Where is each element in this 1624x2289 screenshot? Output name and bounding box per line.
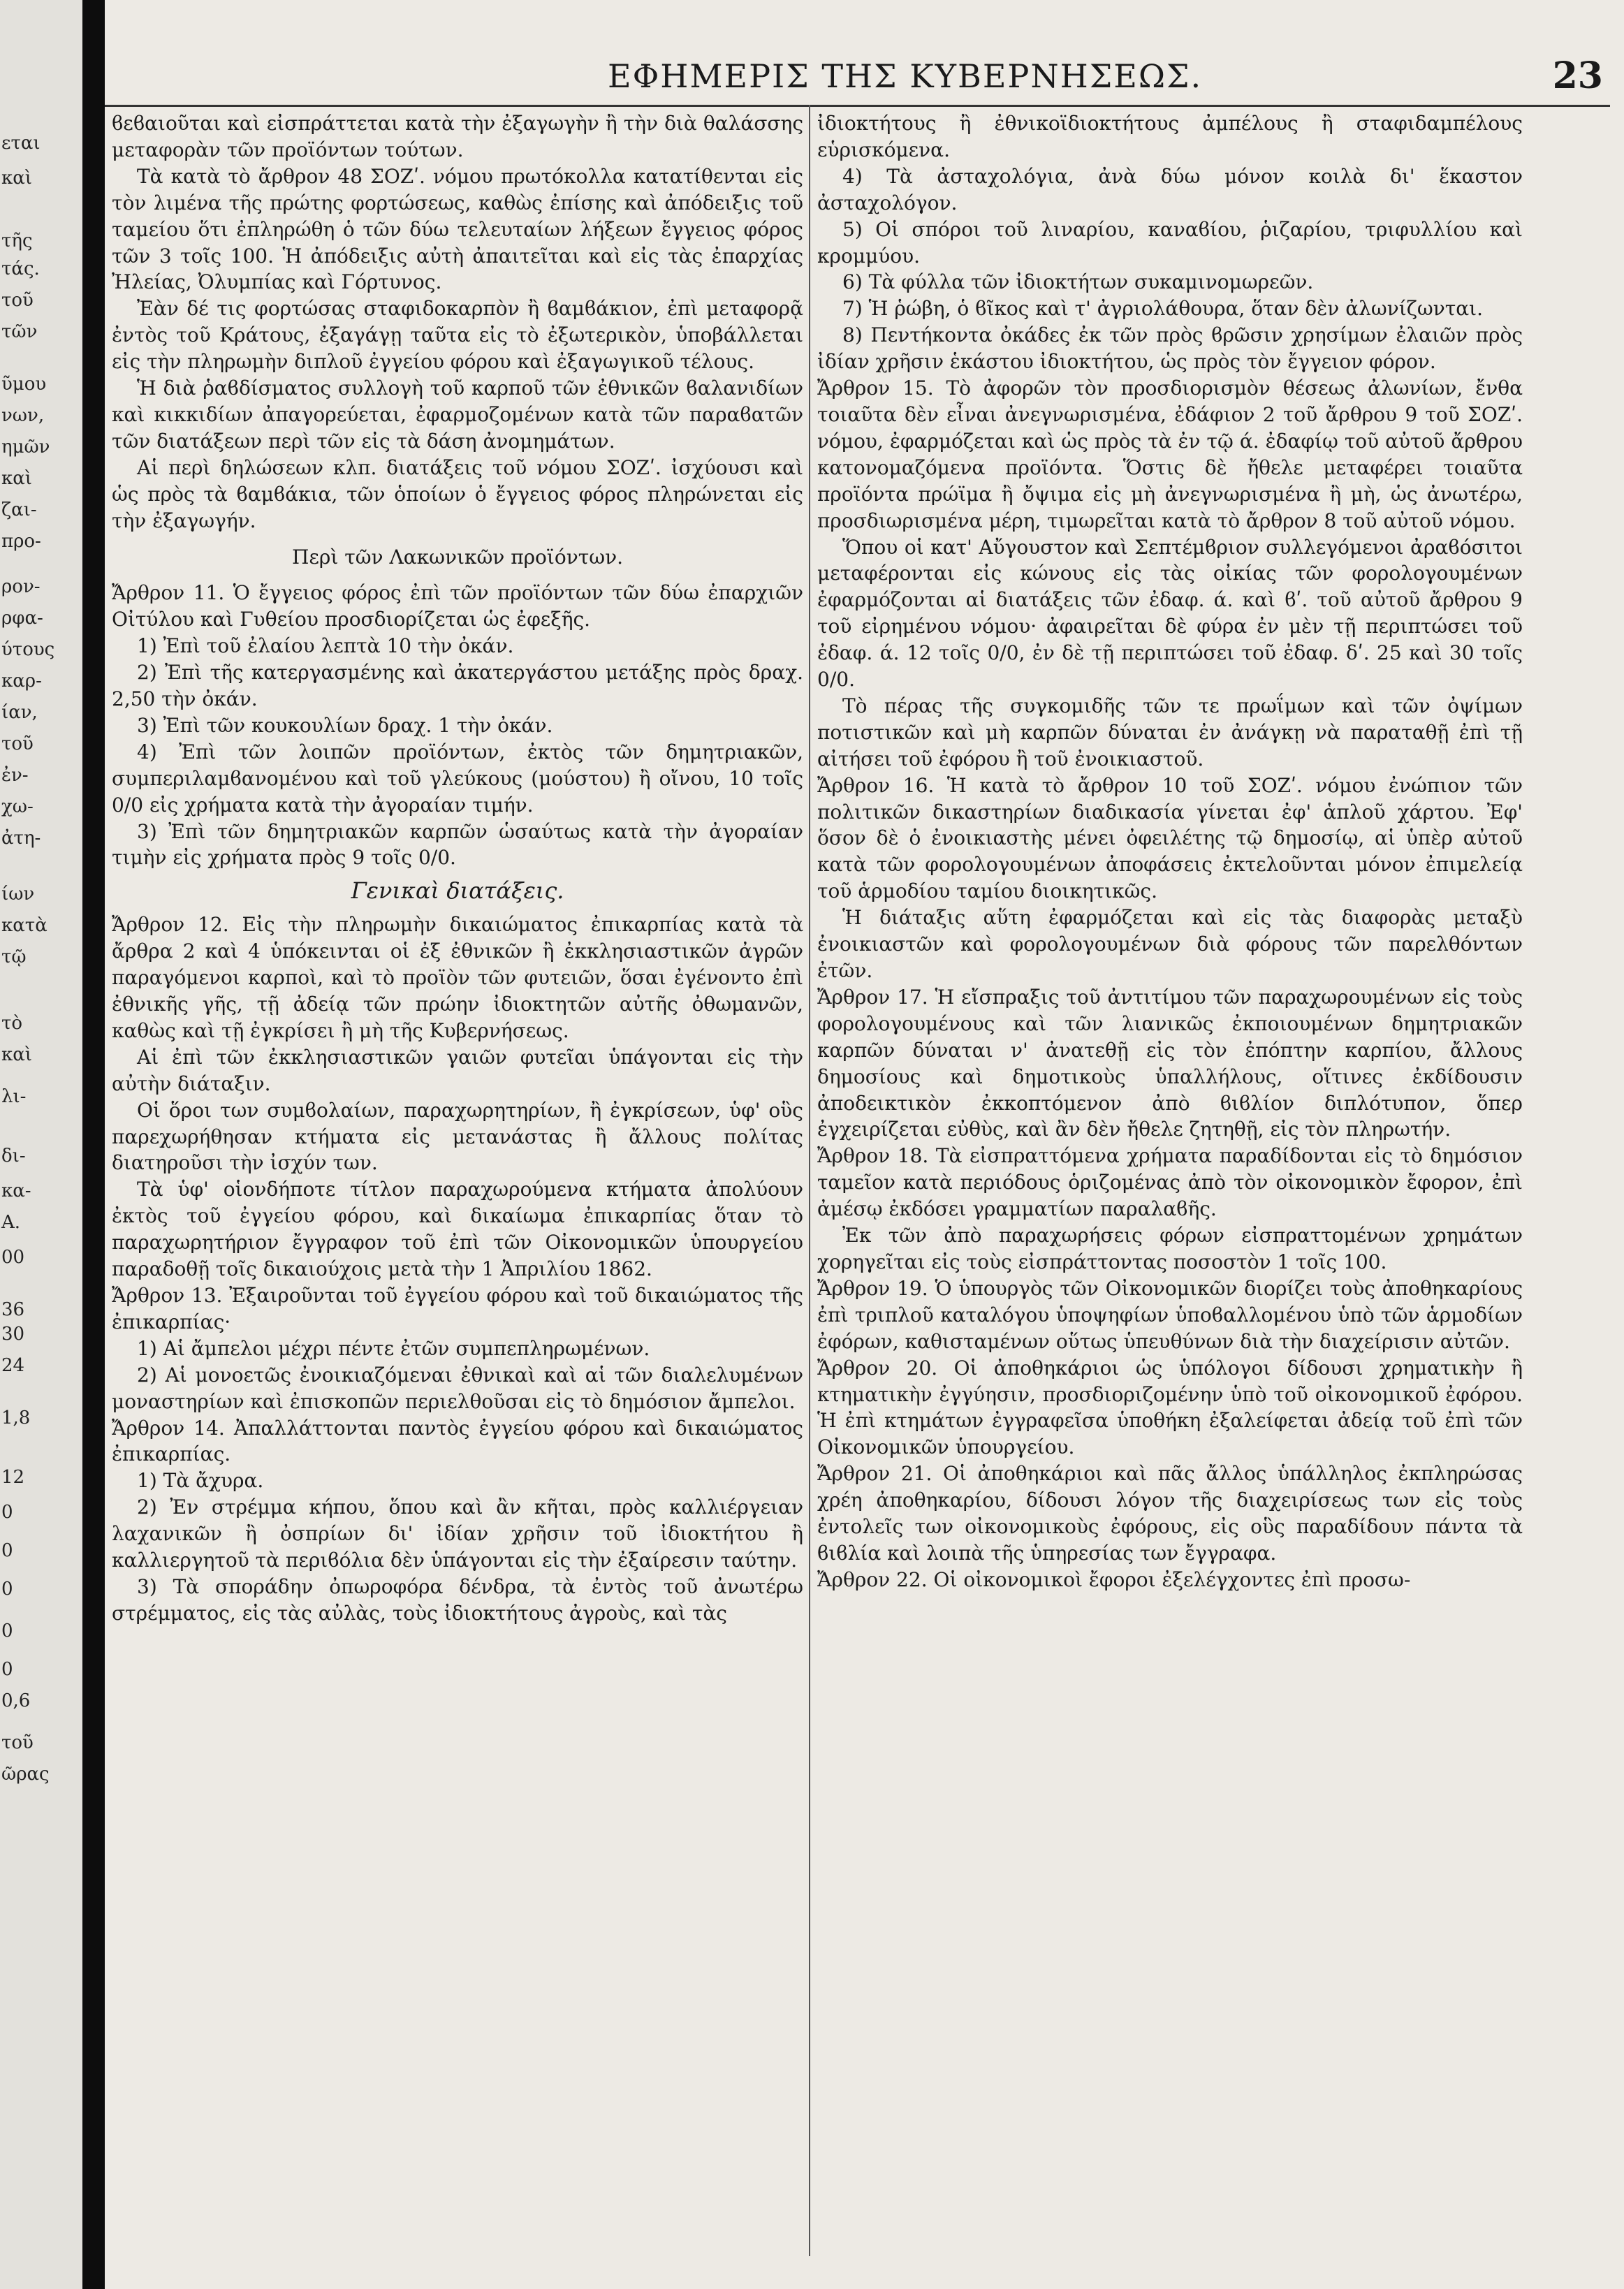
edge-fragment: ῶρας [1,1764,50,1785]
paragraph: Ἄρθρον 12. Εἰς τὴν πληρωμὴν δικαιώματος ἐπικαρπίας κατὰ τὰ ἄρθρα 2 καὶ 4 ὑπόκεινται οἱ ἐξ ἐθνικῶν ἢ ἐκκλησιαστικῶν ἀγρῶν παραγόμενοι καρποὶ, καὶ τὸ προϊὸν τῶν φυτειῶν, ὅσαι ἐγένοντο ἐπὶ ἐθνικῆς γῆς, τῇ ἀδείᾳ τῶν πρώην ἰδιοκτητῶν αὐτῆς ὀθωμανῶν, καθὼς καὶ τῇ ἐγκρίσει ἢ μὴ τῆς Κυβερνήσεως. [112,913,803,1042]
edge-fragment: 0 [1,1659,13,1680]
paragraph: 4) Τὰ ἀσταχολόγια, ἀνὰ δύω μόνον κοιλὰ δι' ἕκαστον ἀσταχολόγον. [817,164,1523,214]
edge-fragment: ίαν, [1,702,38,723]
column-divider [809,105,810,2256]
header-rule [105,105,1610,107]
edge-fragment: τοῦ [1,1732,34,1753]
edge-fragment: κα- [1,1180,31,1201]
edge-fragment: χω- [1,796,34,817]
edge-fragment: λι- [1,1086,27,1107]
edge-fragment: τοῦ [1,733,34,754]
paragraph: Ἄρθρον 18. Τὰ εἰσπραττόμενα χρήματα παραδίδονται εἰς τὸ δημόσιον ταμεῖον κατὰ περιόδους ὁριζομένας ἀπὸ τὸν οἰκονομικὸν ἔφορον, ἐπὶ ἀμέσῳ ἐκδόσει γραμματίων παραλαϐῆς. [817,1144,1523,1221]
edge-fragment: 00 [1,1247,25,1268]
paragraph: Ἐὰν δέ τις φορτώσας σταφιδοκαρπὸν ἢ ϐαμϐάκιον, ἐπὶ μεταφορᾷ ἐντὸς τοῦ Κράτους, ἐξαγάγῃ ταῦτα εἰς τὸ ἐξωτερικὸν, ὑποβάλλεται εἰς τὴν πληρωμὴν διπλοῦ ἐγγείου φόρου καὶ ἐξαγωγικοῦ τέλους. [112,297,803,374]
paragraph: 1) Ἐπὶ τοῦ ἐλαίου λεπτὰ 10 τὴν ὀκάν. [137,634,514,658]
paragraph: Τὰ ὑφ' οἱονδήποτε τίτλον παραχωρούμενα κτήματα ἀπολύουν ἐκτὸς τοῦ ἐγγείου φόρου, καὶ δικαίωμα ἐπικαρπίας ὅταν τὸ παραχωρητήριον ἔγγραφον τοῦ ἐπὶ τῶν Οἰκονομικῶν ὑπουργείου παραδοθῇ τοῖς δικαιούχοις μετὰ τὴν 1 Ἀπριλίου 1862. [112,1178,803,1281]
edge-fragment: νων, [1,405,45,426]
edge-fragment: καὶ [1,1044,33,1065]
edge-fragment: ἀτη- [1,828,41,849]
newspaper-title: ΕΦΗΜΕΡΙΣ ΤΗΣ ΚΥΒΕΡΝΗΣΕΩΣ. [608,57,1203,95]
paragraph: Ἄρθρον 11. Ὁ ἔγγειος φόρος ἐπὶ τῶν προϊόντων τῶν δύω ἐπαρχιῶν Οἰτύλου καὶ Γυθείου προσδιορίζεται ὡς ἐφεξῆς. [112,581,803,631]
paragraph: Ἄρθρον 13. Ἐξαιροῦνται τοῦ ἐγγείου φόρου καὶ τοῦ δικαιώματος τῆς ἐπικαρπίας· [112,1283,803,1333]
paragraph: 5) Οἱ σπόροι τοῦ λιναρίου, καναϐίου, ῥιζαρίου, τριφυλλίου καὶ κρομμύου. [817,217,1523,268]
edge-fragment: κατὰ [1,915,47,936]
paragraph: ϐεϐαιοῦται καὶ εἰσπράττεται κατὰ τὴν ἐξαγωγὴν ἢ τὴν διὰ θαλάσσης μεταφορὰν τῶν προϊόντων τούτων. [112,112,803,161]
edge-fragment: ύτους [1,639,55,660]
edge-fragment: τάς. [1,258,40,279]
section-heading: Περὶ τῶν Λακωνικῶν προϊόντων. [291,545,624,569]
edge-fragment: καὶ [1,468,33,489]
paragraph: 1) Τὰ ἄχυρα. [137,1469,264,1493]
paragraph: Ἄρθρον 16. Ἡ κατὰ τὸ ἄρθρον 10 τοῦ ΣΟΖʹ. νόμου ἐνώπιον τῶν πολιτικῶν δικαστηρίων διαδικασία γίνεται ἐφ' ἁπλοῦ χάρτου. Ἐφ' ὅσον δὲ ὁ ἐνοικιαστὴς μένει ὀφειλέτης τῷ δημοσίῳ, αἱ ὑπὲρ αὐτοῦ κατὰ τῶν φορολογουμένων ἀποφάσεις ἐκτελοῦνται μόνον ἐπιμελείᾳ τοῦ ἁρμοδίου ταμίου διοικητικῶς. [817,773,1523,903]
edge-fragment: τῶν [1,321,38,342]
right-column [817,110,1523,2269]
edge-fragment: ῦμου [1,374,47,395]
paragraph: Ἄρθρον 21. Οἱ ἀποθηκάριοι καὶ πᾶς ἄλλος ὑπάλληλος ἐκπληρώσας χρέη ἀποθηκαρίου, δίδουσι λόγον τῆς διαχειρίσεως των εἰς τοὺς ἐντολεῖς των οἰκονομικοὺς ἐφόρους, εἰς οὓς παραδίδουν πάντα τὰ ϐιϐλία καὶ λοιπὰ τῆς ὑπηρεσίας των ἔγγραφα. [817,1462,1523,1565]
edge-fragment: τῷ [1,946,27,967]
edge-fragment: ίων [1,884,35,905]
paragraph: Ἄρθρον 22. Οἱ οἰκονομικοὶ ἔφοροι ἐξελέγχοντες ἐπὶ προσω- [817,1567,1411,1591]
edge-fragment: καρ- [1,671,42,692]
edge-fragment: τὸ [1,1013,23,1034]
edge-fragment: ζαι- [1,499,37,520]
edge-fragment: 1,8 [1,1407,31,1428]
edge-fragment: 0 [1,1540,13,1561]
edge-fragment: εται [1,133,41,154]
paragraph: Ἄρθρον 19. Ὁ ὑπουργὸς τῶν Οἰκονομικῶν διορίζει τοὺς ἀποθηκαρίους ἐπὶ τριπλοῦ καταλόγου ὑποψηφίων ὑποϐαλλομένου ὑπὸ τῶν ἁρμοδίων ἐφόρων, καθισταμένων οὕτως ὑπευθύνων διὰ τὴν διαχείρισιν αὐτῶν. [817,1276,1523,1353]
edge-fragment: 36 [1,1299,25,1320]
paragraph: 8) Πεντήκοντα ὀκάδες ἐκ τῶν πρὸς ϐρῶσιν χρησίμων ἐλαιῶν πρὸς ἰδίαν χρῆσιν ἑκάστου ἰδιοκτήτου, ὡς πρὸς τὸν ἔγγειον φόρον. [817,323,1523,374]
paragraph: 7) Ἡ ῥώβη, ὁ ϐῖκος καὶ τ' ἀγριολάθουρα, ὅταν δὲν ἀλωνίζωνται. [842,297,1484,321]
left-column [112,110,803,2269]
paragraph: Τὰ κατὰ τὸ ἄρθρον 48 ΣΟΖʹ. νόμου πρωτόκολλα κατατίθενται εἰς τὸν λιμένα τῆς πρώτης φορτώσεως, καθὼς ἐπίσης καὶ ἀπόδειξις τοῦ ταμείου ὅτι ἐπληρώθη ὁ τῶν δύω τελευταίων λήξεων ἔγγειος φόρος τῶν 3 τοῖς 100. Ἡ ἀπόδειξις αὐτὴ ἀπαιτεῖται καὶ εἰς τὰς ἐπαρχίας Ἠλείας, Ὀλυμπίας καὶ Γόρτυνος. [112,164,803,294]
edge-fragment: ημῶν [1,437,50,458]
paragraph: Οἱ ὅροι των συμϐολαίων, παραχωρητηρίων, ἢ ἐγκρίσεων, ὑφ' οὓς παρεχωρήθησαν κτήματα εἰς μετανάστας ἢ ἄλλους πολίτας διατηροῦσι τὴν ἰσχύν των. [112,1098,803,1175]
paragraph: 4) Ἐπὶ τῶν λοιπῶν προϊόντων, ἐκτὸς τῶν δημητριακῶν, συμπεριλαμϐανομένου καὶ τοῦ γλεύκους (μούστου) ἢ οἴνου, 10 τοῖς 0/0 εἰς χρήματα κατὰ τὴν ἀγοραίαν τιμήν. [112,740,803,817]
paragraph: Αἱ ἐπὶ τῶν ἐκκλησιαστικῶν γαιῶν φυτεῖαι ὑπάγονται εἰς τὴν αὐτὴν διάταξιν. [112,1045,803,1095]
binding-gutter [82,0,105,2289]
edge-fragment: 0,6 [1,1690,31,1711]
paragraph: Ἄρθρον 14. Ἀπαλλάττονται παντὸς ἐγγείου φόρου καὶ δικαιώματος ἐπικαρπίας. [112,1416,803,1466]
paragraph: 2) Ἐπὶ τῆς κατεργασμένης καὶ ἀκατεργάστου μετάξης πρὸς δραχ. 2,50 τὴν ὀκάν. [112,661,803,711]
paragraph: Ἄρθρον 17. Ἡ εἴσπραξις τοῦ ἀντιτίμου τῶν παραχωρουμένων εἰς τοὺς φορολογουμένους καὶ τῶν λιανικῶς ἐκποιουμένων δημητριακῶν καρπῶν δύναται ν' ἀνατεθῇ εἰς τὸν ἐπόπτην καρπίου, ἄλλους δημοσίους καὶ δημοτικοὺς ὑπαλλήλους, οἵτινες ἐκδίδουσιν ἀποδεικτικὸν ἐκκοπτόμενον ἀπὸ ϐιϐλίον διπλότυπον, ὅπερ ἐγχειρίζεται εὐθὺς, καὶ ἂν δὲν ἤθελε ζητηθῇ, εἰς τὸν πληρωτήν. [817,985,1523,1141]
paragraph: Ἐκ τῶν ἀπὸ παραχωρήσεις φόρων εἰσπραττομένων χρημάτων χορηγεῖται εἰς τοὺς εἰσπράττοντας ποσοστὸν 1 τοῖς 100. [817,1224,1523,1273]
paragraph: 1) Αἱ ἄμπελοι μέχρι πέντε ἐτῶν συμπεπληρωμένων. [137,1336,650,1360]
edge-fragment: ρφα- [1,608,43,629]
previous-page-edge [0,0,82,2289]
paragraph: Αἱ περὶ δηλώσεων κλπ. διατάξεις τοῦ νόμου ΣΟΖʹ. ἰσχύουσι καὶ ὡς πρὸς τὰ ϐαμϐάκια, τῶν ὁποίων ὁ ἔγγειος φόρος πληρώνεται εἰς τὴν ἐξαγωγήν. [112,455,803,532]
paragraph: 2) Ἐν στρέμμα κήπου, ὅπου καὶ ἂν κῆται, πρὸς καλλιέργειαν λαχανικῶν ἢ ὀσπρίων δι' ἰδίαν χρῆσιν τοῦ ἰδιοκτήτου ἢ καλλιεργητοῦ τὰ περιϐόλια δὲν ὑπάγονται εἰς τὴν ἐξαίρεσιν ταύτην. [112,1495,803,1572]
paragraph: Ἄρθρον 20. Οἱ ἀποθηκάριοι ὡς ὑπόλογοι δίδουσι χρηματικὴν ἢ κτηματικὴν ἐγγύησιν, προσδιοριζομένην ὑπὸ τοῦ οἰκονομικοῦ ἐφόρου. Ἡ ἐπὶ κτημάτων ἐγγραφεῖσα ὑποθήκη ἐξαλείφεται ἀδείᾳ τοῦ ἐπὶ τῶν Οἰκονομικῶν ὑπουργείου. [817,1356,1523,1459]
edge-fragment: 30 [1,1324,25,1345]
edge-fragment: τῆς [1,231,33,251]
paragraph: Ἡ διὰ ῥαϐδίσματος συλλογὴ τοῦ καρποῦ τῶν ἐθνικῶν ϐαλανιδίων καὶ κικκιδίων ἀπαγορεύεται, ἐφαρμοζομένων κατὰ τῶν παραϐατῶν τῶν διατάξεων περὶ τῶν εἰς τὰ δάση ἀνομημάτων. [112,376,803,453]
paragraph: 3) Ἐπὶ τῶν δημητριακῶν καρπῶν ὡσαύτως κατὰ τὴν ἀγοραίαν τιμὴν εἰς χρήματα πρὸς 9 τοῖς 0/0. [112,819,803,870]
page-number: 23 [1552,54,1603,97]
edge-fragment: 0 [1,1579,13,1600]
paragraph: Ὅπου οἱ κατ' Αὔγουστον καὶ Σεπτέμϐριον συλλεγόμενοι ἀραϐόσιτοι μεταφέρονται εἰς κώνους εἰς τὰς οἰκίας τῶν φορολογουμένων ἐφαρμόζονται αἱ διατάξεις τῶν ἐδαφ. ά. καὶ ϐʹ. τοῦ αὐτοῦ ἄρθρου 9 τοῦ εἰρημένου νόμου· ἀφαιρεῖται δὲ φύρα ἐν μὲν τῇ περιπτώσει τοῦ ἐδαφ. ά. 12 τοῖς 0/0, ἐν δὲ τῇ περιπτώσει τοῦ ἐδαφ. δʹ. 25 καὶ 30 τοῖς 0/0. [817,535,1523,692]
section-heading: Γενικαὶ διατάξεις. [351,877,564,905]
paragraph: ἰδιοκτήτους ἢ ἐθνικοϊδιοκτήτους ἀμπέλους ἢ σταφιδαμπέλους εὑρισκόμενα. [817,112,1523,161]
paragraph: 6) Τὰ φύλλα τῶν ἰδιοκτήτων συκαμινομωρεῶν. [842,270,1314,294]
paragraph: 2) Αἱ μονοετῶς ἐνοικιαζόμεναι ἐθνικαὶ καὶ αἱ τῶν διαλελυμένων μοναστηρίων καὶ ἐπισκοπῶν περιελθοῦσαι εἰς τὸ δημόσιον ἄμπελοι. [112,1363,803,1413]
edge-fragment: προ- [1,531,41,552]
edge-fragment: δι- [1,1146,26,1167]
edge-fragment: καὶ [1,168,33,189]
paragraph: 3) Ἐπὶ τῶν κουκουλίων δραχ. 1 τὴν ὀκάν. [137,713,553,737]
edge-fragment: 12 [1,1467,25,1488]
paragraph: Ἄρθρον 15. Τὸ ἀφορῶν τὸν προσδιορισμὸν θέσεως ἀλωνίων, ἔνθα τοιαῦτα δὲν εἶναι ἀνεγνωρισμένα, ἐδάφιον 2 τοῦ ἄρθρου 9 τοῦ ΣΟΖʹ. νόμου, ἐφαρμόζεται καὶ ὡς πρὸς τὰ ἐν τῷ ά. ἐδαφίῳ τοῦ αὐτοῦ ἄρθρου κατονομαζόμενα προϊόντα. Ὅστις δὲ ἤθελε μεταφέρει τοιαῦτα προϊόντα πρώϊμα ἢ ὄψιμα εἰς μὴ ἀνεγνωρισμένα ἢ μὴ, ὡς ἀνωτέρω, προσδιωρισμένα μέρη, τιμωρεῖται κατὰ τὸ ἄρθρον 8 τοῦ αὐτοῦ νόμου. [817,376,1523,532]
paragraph: Τὸ πέρας τῆς συγκομιδῆς τῶν τε πρωΐμων καὶ τῶν ὀψίμων ποτιστικῶν καὶ μὴ καρπῶν δύναται ἐν ἀνάγκῃ νὰ παραταθῇ ἐπὶ τῇ αἰτήσει τοῦ ἐφόρου ἢ τοῦ ἐνοικιαστοῦ. [817,694,1523,770]
edge-fragment: A. [1,1212,21,1233]
edge-fragment: 24 [1,1355,25,1376]
edge-fragment: 0 [1,1621,13,1641]
edge-fragment: ρον- [1,576,41,597]
edge-fragment: ἐν- [1,765,29,786]
edge-fragment: τοῦ [1,290,34,311]
page-header [105,54,1624,106]
edge-fragment: 0 [1,1502,13,1523]
paragraph: 3) Τὰ σποράδην ὀπωροφόρα δένδρα, τὰ ἐντὸς τοῦ ἀνωτέρω στρέμματος, εἰς τὰς αὐλὰς, τοὺς ἰδιοκτήτους ἀγροὺς, καὶ τὰς [112,1574,803,1625]
paragraph: Ἡ διάταξις αὕτη ἐφαρμόζεται καὶ εἰς τὰς διαφορὰς μεταξὺ ἐνοικιαστῶν καὶ φορολογουμένων διὰ φόρους τῶν παρελθόντων ἐτῶν. [817,906,1523,982]
